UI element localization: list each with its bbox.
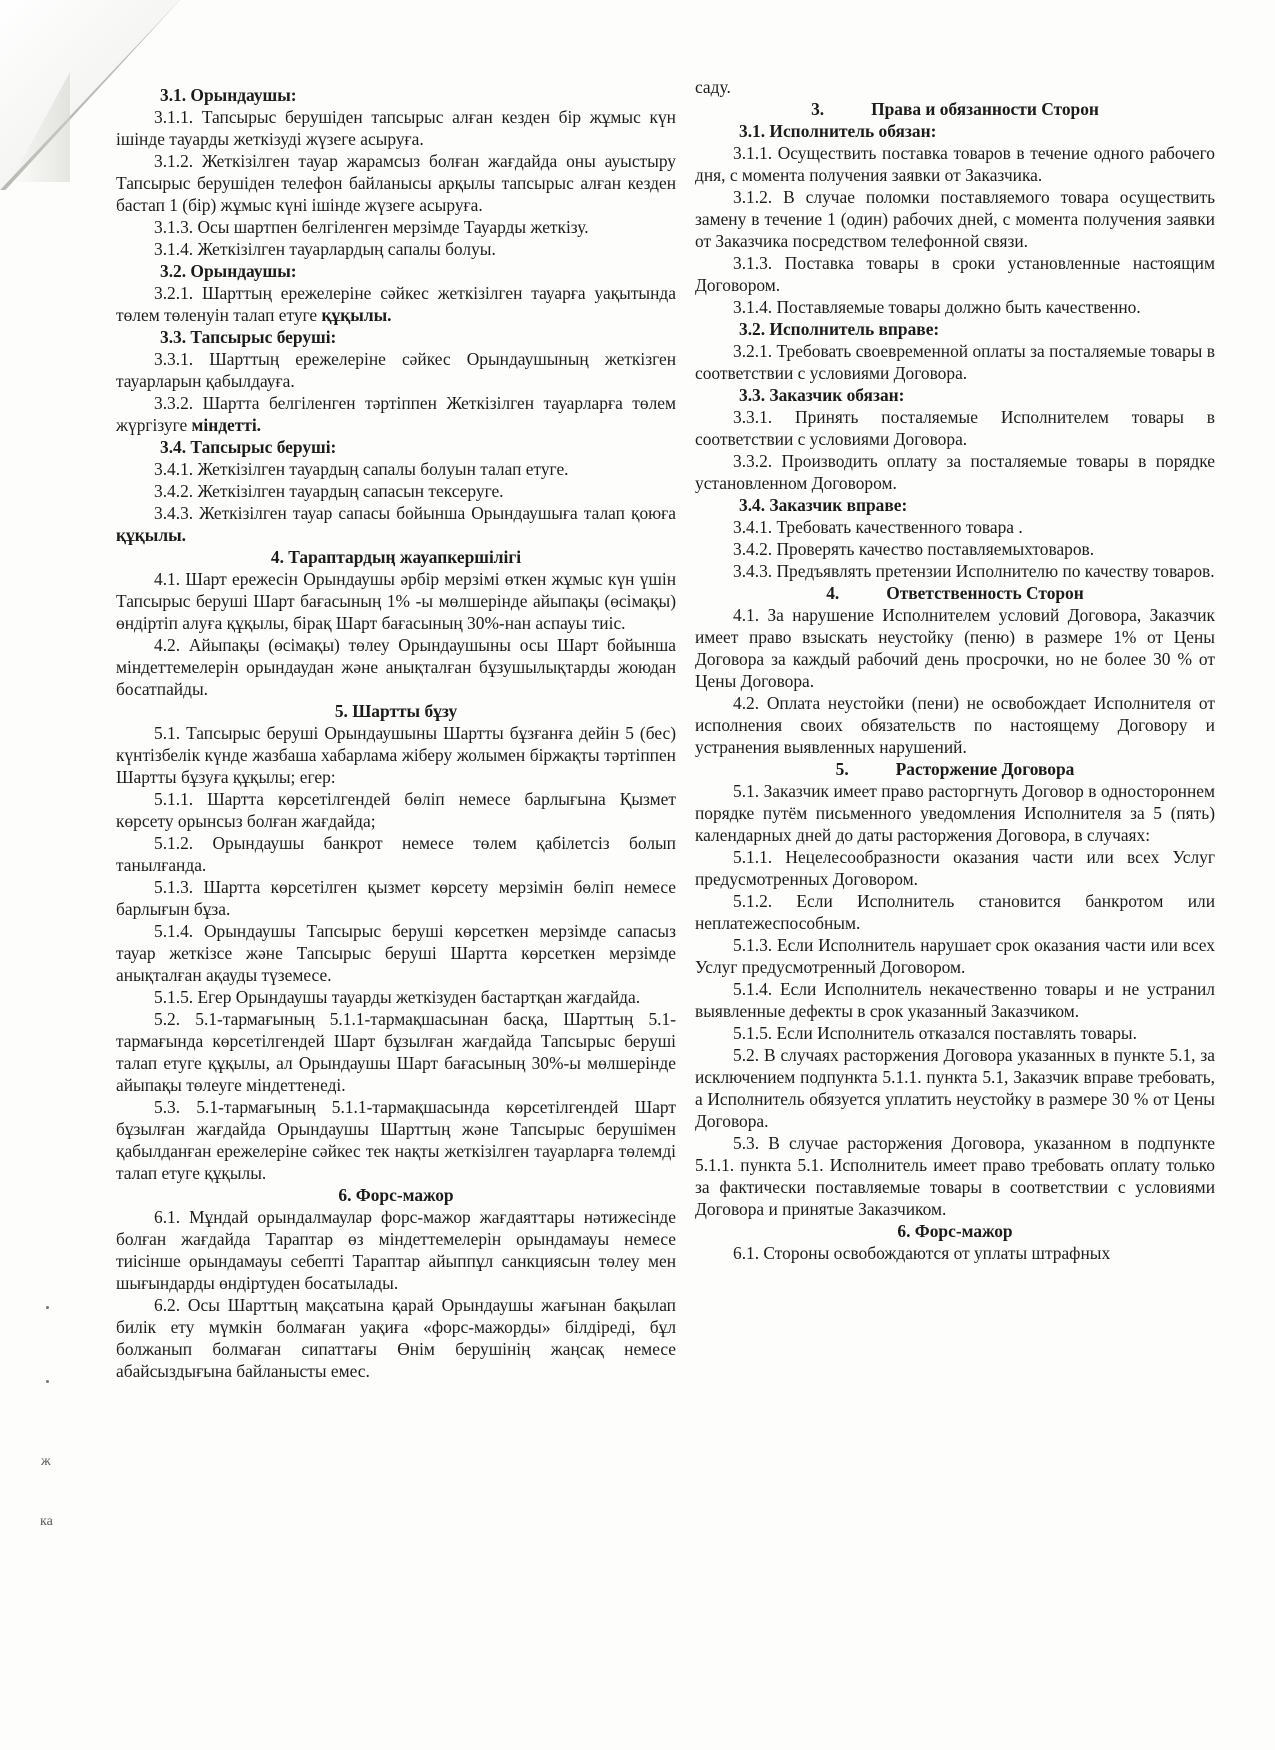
margin-mark: ж xyxy=(41,1454,51,1469)
section-heading: 5. Шартты бұзу xyxy=(334,701,458,721)
section-heading xyxy=(695,98,1215,120)
section-heading: 4. Тараптардың жауапкершілігі xyxy=(270,547,522,567)
section-heading: 3.1. Орындаушы: xyxy=(160,85,297,105)
clause: 5.1.1. Нецелесообразности оказания части или всех Услуг предусмотренных Договором. xyxy=(695,847,1215,889)
kazakh-column xyxy=(116,84,676,1382)
section-heading: 3.1. Исполнитель обязан: xyxy=(739,121,937,141)
clause: 5.1.5. Если Исполнитель отказался поставлять товары. xyxy=(733,1023,1137,1043)
section-heading: 3.2. Исполнитель вправе: xyxy=(739,319,940,339)
section-heading: 6. Форс-мажор xyxy=(338,1185,454,1205)
clause: 5.1.5. Егер Орындаушы тауарды жеткізуден бастартқан жағдайда. xyxy=(154,987,641,1007)
clause: 5.2. В случаях расторжения Договора указанных в пункте 5.1, за исключением подпункта 5.1.1. пункта 5.1, Заказчик вправе требовать, а Исполнитель обязуется уплатить неустойку в размере 30 % от Цены Договора. xyxy=(695,1045,1215,1131)
section-heading: 3.2. Орындаушы: xyxy=(160,261,297,281)
clause: 3.1.4. Жеткізілген тауарлардың сапалы болуы. xyxy=(154,239,496,259)
section-title: Права и обязанности Сторон xyxy=(871,99,1099,119)
clause: 3.4.2. Проверять качество поставляемыхтоваров. xyxy=(733,539,1095,559)
clause: 3.3.1. Принять посталяемые Исполнителем товары в соответствии с условиями Договора. xyxy=(695,407,1215,449)
clause: 5.1.2. Если Исполнитель становится банкротом или неплатежеспособным. xyxy=(695,891,1215,933)
clause: 6.1. Мұндай орындалмаулар форс-мажор жағдаяттары нәтижесінде болған жағдайда Тараптар өз міндеттемелерін орындамауы немесе тиісінше орындамауы себепті Тараптар айыппұл санкциясын төлеу мен шығындарды өндіртуден босатылады. xyxy=(116,1207,676,1293)
clause: 5.1. Заказчик имеет право расторгнуть Договор в одностороннем порядке путём письменного уведомления Исполнителя за 5 (пять) календарных дней до даты расторжения Договора, в случаях: xyxy=(695,781,1215,845)
section-heading: 3.4. Тапсырыс беруші: xyxy=(160,437,337,457)
clause-text: 3.3.2. Шартта белгіленген тәртіппен Жеткізілген тауарларға төлем жүргізуге xyxy=(116,393,676,435)
clause-text: 3.2.1. Шарттың ережелеріне сәйкес жеткізілген тауарға уақытында төлем төленуін талап етуге xyxy=(116,283,676,325)
clause: 4.2. Оплата неустойки (пени) не освобождает Исполнителя от исполнения своих обязательств по настоящему Договору и устранения выявленных нарушений. xyxy=(695,693,1215,757)
section-heading: 3.3. Тапсырыс беруші: xyxy=(160,327,337,347)
clause: 3.2.1. Требовать своевременной оплаты за посталяемые товары в соответствии с условиями Договора. xyxy=(695,341,1215,383)
clause: 5.1.1. Шартта көрсетілгендей бөліп немесе барлығына Қызмет көрсету орынсыз болған жағдайда; xyxy=(116,789,676,831)
clause-text: 3.4.3. Жеткізілген тауар сапасы бойынша Орындаушыға талап қоюға xyxy=(154,503,676,523)
scan-speck xyxy=(46,1380,49,1383)
clause: 5.1.3. Если Исполнитель нарушает срок оказания части или всех Услуг предусмотренный Договором. xyxy=(695,935,1215,977)
clause: 5.3. В случае расторжения Договора, указанном в подпункте 5.1.1. пункта 5.1. Исполнитель имеет право требовать оплату только за фактически поставляемые товары в соответствии с условиями Договора и принятые Заказчиком. xyxy=(695,1133,1215,1219)
clause xyxy=(116,502,676,546)
clause: 3.4.2. Жеткізілген тауардың сапасын тексеруге. xyxy=(154,481,504,501)
clause: 3.4.1. Требовать качественного товара . xyxy=(733,517,1023,537)
clause xyxy=(116,392,676,436)
margin-mark: ка xyxy=(40,1514,53,1529)
section-title: Расторжение Договора xyxy=(895,759,1075,779)
clause: 4.1. Шарт ережесін Орындаушы әрбір мерзімі өткен жұмыс күн үшін Тапсырыс беруші Шарт бағасының 1% -ы мөлшерінде айыпақы (өсімақы) өндіртіп алуға құқылы, бірақ Шарт бағасының 30%-нан аспауы тиіс. xyxy=(116,569,676,633)
section-heading: 3.3. Заказчик обязан: xyxy=(739,385,905,405)
scan-speck xyxy=(46,1306,49,1309)
clause: 5.1. Тапсырыс беруші Орындаушыны Шартты бұзғанға дейін 5 (бес) күнтізбелік күнде жазбаша хабарлама жіберу жолымен біржақты тәртіппен Шартты бұзуға құқылы; егер: xyxy=(116,723,676,787)
clause: 3.4.3. Предъявлять претензии Исполнителю по качеству товаров. xyxy=(733,561,1215,581)
clause-bold: құқылы. xyxy=(116,525,186,545)
clause: 4.1. За нарушение Исполнителем условий Договора, Заказчик имеет право взыскать неустойку (пеню) в размере 1% от Цены Договора за каждый рабочий день просрочки, но не более 30 % от Цены Договора. xyxy=(695,605,1215,691)
clause: 3.1.3. Поставка товары в сроки установленные настоящим Договором. xyxy=(695,253,1215,295)
section-number: 5. xyxy=(835,759,849,779)
clause xyxy=(116,282,676,326)
continued-text: саду. xyxy=(695,77,731,97)
clause: 3.1.1. Тапсырыс берушіден тапсырыс алған кезден бір жұмыс күн ішінде тауарды жеткізуді жүзеге асыруға. xyxy=(116,107,676,149)
clause-bold: құқылы. xyxy=(321,305,392,325)
section-heading: 3.4. Заказчик вправе: xyxy=(739,495,908,515)
clause: 3.1.4. Поставляемые товары должно быть качественно. xyxy=(733,297,1141,317)
clause: 5.1.3. Шартта көрсетілген қызмет көрсету мерзімін бөліп немесе барлығын бұза. xyxy=(116,877,676,919)
section-heading xyxy=(695,758,1215,780)
clause: 4.2. Айыпақы (өсімақы) төлеу Орындаушыны осы Шарт бойынша міндеттемелерін орындаудан және анықталған бұзушылықтарды жоюдан босатпайды. xyxy=(116,635,676,699)
section-heading: 6. Форс-мажор xyxy=(897,1221,1013,1241)
clause: 6.2. Осы Шарттың мақсатына қарай Орындаушы жағынан бақылап билік ету мүмкін болмаған уақиға «форс-мажорды» білдіреді, бұл болжанып болмаған сипаттағы Өнім берушінің жаңсақ немесе абайсыздығына байланысты емес. xyxy=(116,1295,676,1381)
clause: 5.1.2. Орындаушы банкрот немесе төлем қабілетсіз болып танылғанда. xyxy=(116,833,676,875)
clause: 3.1.2. Жеткізілген тауар жарамсыз болған жағдайда оны ауыстыру Тапсырыс берушіден телефон байланысы арқылы тапсырыс алған кезден бастап 1 (бір) жұмыс күні ішінде жүзеге асыруға. xyxy=(116,151,676,215)
section-heading xyxy=(695,582,1215,604)
clause: 5.1.4. Орындаушы Тапсырыс беруші көрсеткен мерзімде сапасыз тауар жеткізсе және Тапсырыс беруші Шартта көрсеткен мерзімде анықталған ақауды түземесе. xyxy=(116,921,676,985)
clause: 5.3. 5.1-тармағының 5.1.1-тармақшасында көрсетілгендей Шарт бұзылған жағдайда Орындаушы Шарттың және Тапсырыс берушімен қабылданған ережелеріне сәйкес тек нақты жеткізілген тауарларға төлемді талап етуге құқылы. xyxy=(116,1097,676,1183)
clause: 3.4.1. Жеткізілген тауардың сапалы болуын талап етуге. xyxy=(154,459,569,479)
clause: 5.2. 5.1-тармағының 5.1.1-тармақшасынан басқа, Шарттың 5.1-тармағында көрсетілгендей Шарт бұзылған жағдайда Тапсырыс беруші талап етуге құқылы, ал Орындаушы Шарт бағасының 30%-ы мөлшерінде айыпақы төлеуге міндеттенеді. xyxy=(116,1009,676,1095)
clause-bold: міндетті. xyxy=(191,415,262,435)
section-title: Ответственность Сторон xyxy=(886,583,1084,603)
russian-column xyxy=(695,77,1215,1264)
clause: 6.1. Стороны освобождаются от уплаты штрафных xyxy=(733,1243,1111,1263)
clause: 3.3.1. Шарттың ережелеріне сәйкес Орындаушының жеткізген тауарларын қабылдауға. xyxy=(116,349,676,391)
section-number: 3. xyxy=(811,99,825,119)
clause: 3.1.1. Осуществить поставка товаров в течение одного рабочего дня, с момента получения заявки от Заказчика. xyxy=(695,143,1215,185)
clause: 3.1.2. В случае поломки поставляемого товара осуществить замену в течение 1 (один) рабочих дней, с момента получения заявки от Заказчика посредством телефонной связи. xyxy=(695,187,1215,251)
clause: 3.1.3. Осы шартпен белгіленген мерзімде Тауарды жеткізу. xyxy=(154,217,589,237)
section-number: 4. xyxy=(826,583,840,603)
clause: 5.1.4. Если Исполнитель некачественно товары и не устранил выявленные дефекты в срок указанный Заказчиком. xyxy=(695,979,1215,1021)
clause: 3.3.2. Производить оплату за посталяемые товары в порядке установленном Договором. xyxy=(695,451,1215,493)
